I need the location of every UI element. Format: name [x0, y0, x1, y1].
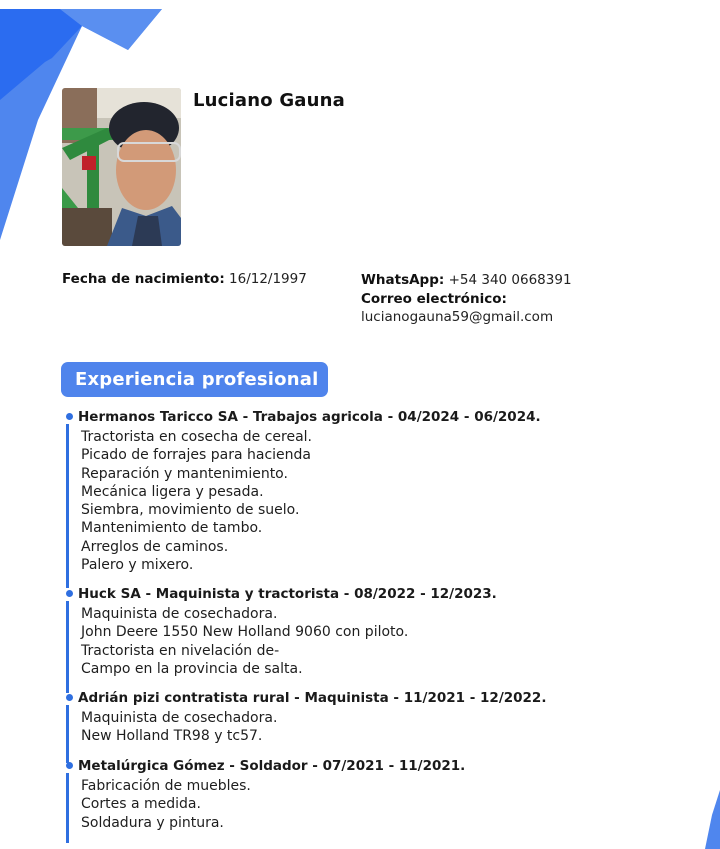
deco-dark-shape — [0, 9, 82, 100]
photo-illustration — [62, 88, 181, 246]
job-line: Reparación y mantenimiento. — [81, 465, 288, 482]
job-line: Cortes a medida. — [81, 796, 201, 813]
job-line: Mantenimiento de tambo. — [81, 520, 263, 537]
birth-date-info — [62, 271, 307, 287]
timeline-dot-icon — [66, 694, 73, 701]
timeline-dot-icon — [66, 762, 73, 769]
timeline-bar — [66, 773, 69, 843]
job-line: Maquinista de cosechadora. — [81, 710, 278, 726]
deco-corner-shape — [705, 790, 720, 849]
job-line: Mecánica ligera y pesada. — [81, 483, 264, 500]
job-title: Metalúrgica Gómez - Soldador - 07/2021 - 11/2021. — [78, 758, 466, 774]
email-value: lucianogauna59@gmail.com — [361, 309, 554, 325]
job-line: Picado de forrajes para hacienda — [81, 447, 311, 464]
job-description — [81, 428, 312, 574]
job-description — [81, 777, 251, 832]
whatsapp-label: WhatsApp: — [361, 272, 445, 288]
job-line: John Deere 1550 New Holland 9060 con piloto. — [81, 624, 409, 641]
deco-light-shape-2 — [60, 9, 162, 50]
job-line: Arreglos de caminos. — [81, 538, 229, 555]
job-line: Maquinista de cosechadora. — [81, 606, 278, 622]
job-line: Tractorista en nivelación de- — [81, 642, 280, 659]
job-line: New Holland TR98 y tc57. — [81, 728, 263, 745]
whatsapp-value: +54 340 0668391 — [448, 272, 572, 288]
job-title: Adrián pizi contratista rural - Maquinista - 11/2021 - 12/2022. — [78, 690, 547, 706]
timeline-bar — [66, 424, 69, 588]
timeline-bar — [66, 601, 69, 693]
timeline-dot-icon — [66, 590, 73, 597]
contact-info — [361, 271, 572, 327]
job-line: Soldadura y pintura. — [81, 814, 224, 831]
job-description — [81, 709, 277, 746]
timeline-bar — [66, 705, 69, 763]
job-description — [81, 605, 408, 678]
job-line: Tractorista en cosecha de cereal. — [81, 429, 312, 445]
candidate-name: Luciano Gauna — [193, 90, 346, 111]
timeline-dot-icon — [66, 413, 73, 420]
experience-section-title: Experiencia profesional — [61, 362, 328, 397]
job-title: Hermanos Taricco SA - Trabajos agricola - 04/2024 - 06/2024. — [78, 409, 541, 425]
job-line: Siembra, movimiento de suelo. — [81, 502, 300, 519]
birth-date-value: 16/12/1997 — [229, 271, 307, 287]
job-title: Huck SA - Maquinista y tractorista - 08/2022 - 12/2023. — [78, 586, 497, 602]
profile-photo — [62, 88, 181, 246]
job-line: Campo en la provincia de salta. — [81, 660, 303, 677]
job-line: Palero y mixero. — [81, 557, 194, 574]
job-line: Fabricación de muebles. — [81, 778, 251, 794]
email-label: Correo electrónico: — [361, 290, 507, 307]
whatsapp-row — [361, 271, 572, 290]
birth-date-label: Fecha de nacimiento: — [62, 271, 225, 287]
